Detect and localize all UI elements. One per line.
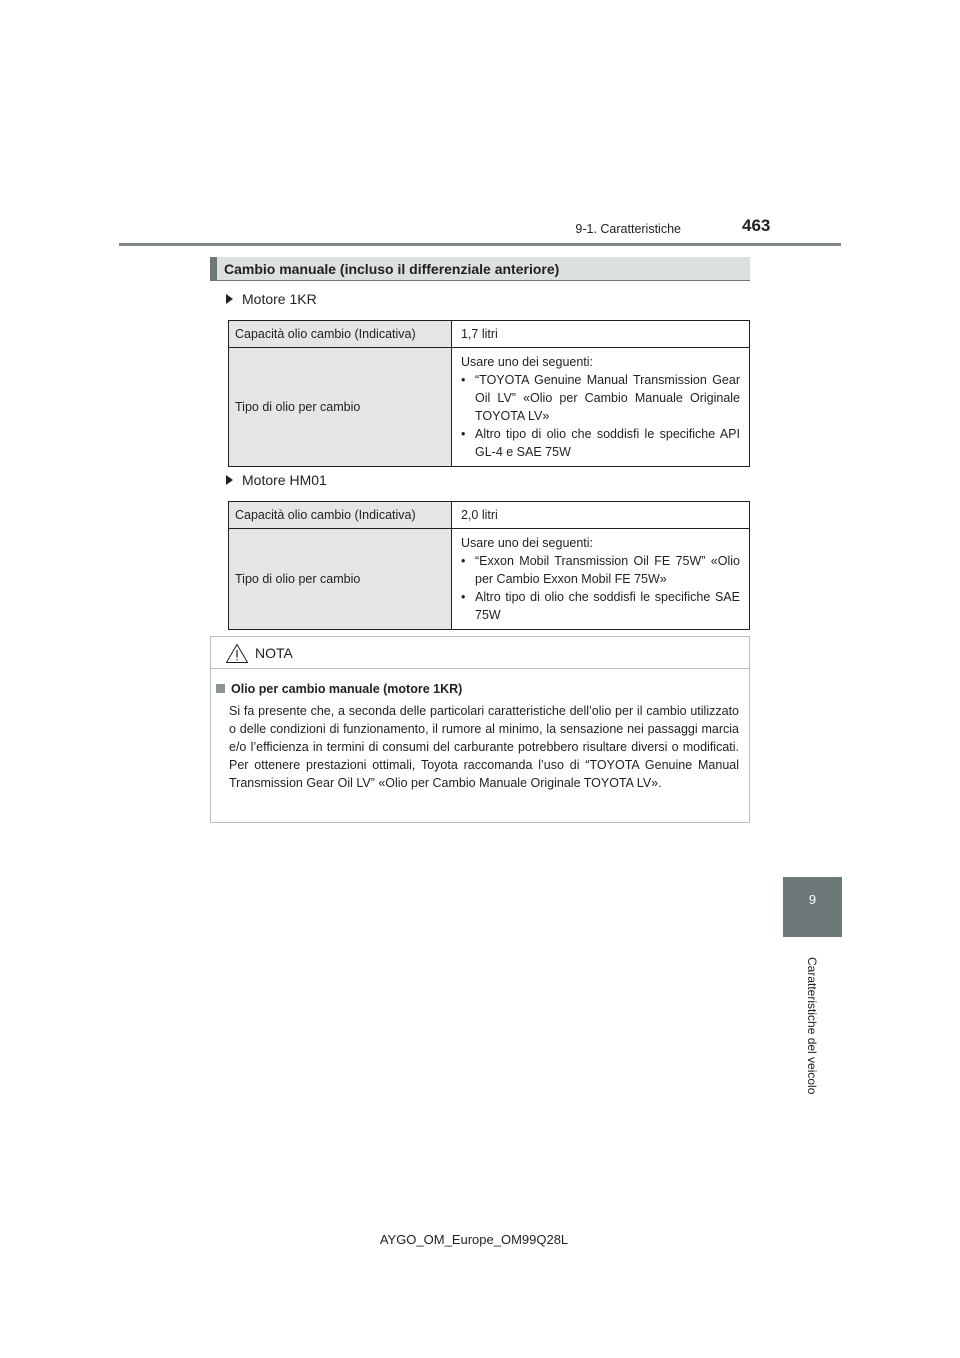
engine-subheading-1kr: Motore 1KR <box>226 291 317 307</box>
list-item: • “Exxon Mobil Transmission Oil FE 75W” «Olio per Cambio Exxon Mobil FE 75W» <box>461 554 740 586</box>
nota-box <box>210 636 750 823</box>
triangle-bullet-icon <box>226 294 233 304</box>
section-heading-bar <box>210 257 217 280</box>
nota-label: NOTA <box>255 645 293 661</box>
section-heading <box>210 257 750 281</box>
footer-doc-id: AYGO_OM_Europe_OM99Q28L <box>379 1232 569 1247</box>
nota-title: Olio per cambio manuale (motore 1KR) <box>216 682 462 696</box>
spec-table-1kr <box>228 320 750 467</box>
nota-body: Si fa presente che, a seconda delle particolari caratteristiche dell’olio per il cambio utilizzato o delle condizioni di funzionamento, il rumore al minimo, la sensazione nei passaggi marcia e/o l’efficienza in termini di consumi del carburante potrebbero risultare diversi o modificati. Per ottenere prestazioni ottimali, Toyota raccomanda l’uso di “TOYOTA Genuine Manual Transmission Gear Oil LV” «Olio per Cambio Manuale Originale TOYOTA LV». <box>229 704 739 790</box>
section-heading-text: Cambio manuale (incluso il differenziale anteriore) <box>224 261 560 277</box>
oil-type-label: Tipo di olio per cambio <box>229 529 452 630</box>
chapter-number: 9 <box>808 892 817 907</box>
chapter-tab <box>783 877 842 937</box>
list-item: • Altro tipo di olio che soddisfi le specifiche API GL-4 e SAE 75W <box>461 427 740 459</box>
capacity-value: 2,0 litri <box>452 502 750 529</box>
oil-type-value <box>452 348 750 467</box>
spec-table-hm01 <box>228 501 750 630</box>
oil-type-label: Tipo di olio per cambio <box>229 348 452 467</box>
header-divider <box>119 243 841 246</box>
oil-intro: Usare uno dei seguenti: <box>461 536 594 550</box>
square-bullet-icon <box>216 684 225 693</box>
warning-triangle-icon <box>225 643 249 664</box>
oil-intro: Usare uno dei seguenti: <box>461 355 594 369</box>
table-row <box>229 348 750 467</box>
table-row <box>229 502 750 529</box>
capacity-label: Capacità olio cambio (Indicativa) <box>229 502 452 529</box>
list-item: • Altro tipo di olio che soddisfi le specifiche SAE 75W <box>461 590 740 622</box>
capacity-value: 1,7 litri <box>452 321 750 348</box>
table-row <box>229 321 750 348</box>
triangle-bullet-icon <box>226 475 233 485</box>
nota-header <box>211 637 749 669</box>
page-number: 463 <box>742 216 771 235</box>
list-item: • “TOYOTA Genuine Manual Transmission Gear Oil LV” «Olio per Cambio Manuale Originale TOYOTA LV» <box>461 373 740 423</box>
table-row <box>229 529 750 630</box>
engine-subheading-hm01: Motore HM01 <box>226 472 327 488</box>
oil-type-value <box>452 529 750 630</box>
chapter-label: Caratteristiche del veicolo <box>805 957 819 1095</box>
capacity-label: Capacità olio cambio (Indicativa) <box>229 321 452 348</box>
header-section-title: 9-1. Caratteristiche <box>575 222 681 236</box>
